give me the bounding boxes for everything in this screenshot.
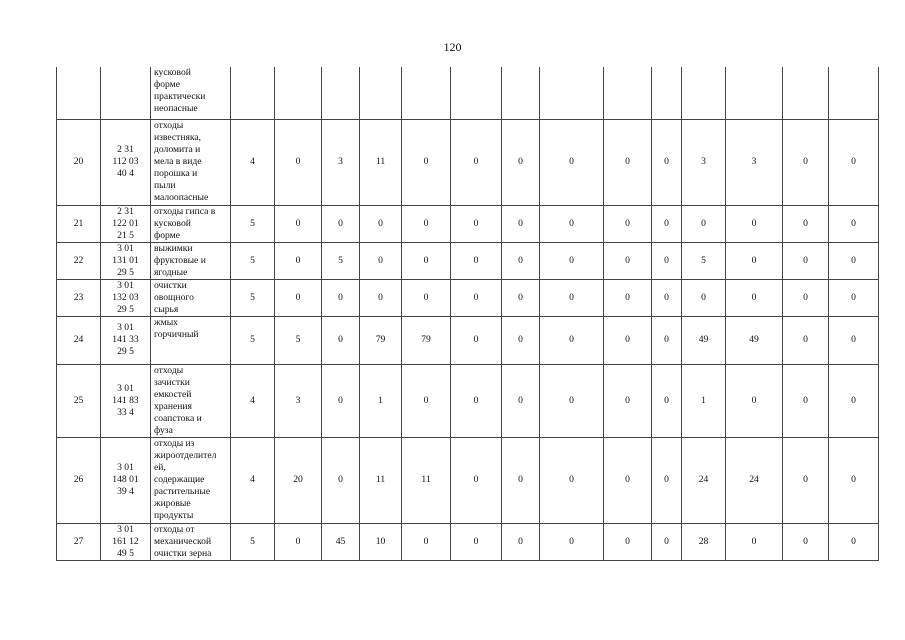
value-cell: 0: [726, 205, 783, 242]
value-cell: [360, 67, 402, 119]
value-cell: 0: [682, 279, 726, 316]
value-cell: 0: [322, 437, 360, 523]
waste-name-cell: [151, 364, 231, 437]
value-cell: 0: [540, 119, 604, 205]
value-cell: 0: [402, 364, 451, 437]
value-cell: 3: [322, 119, 360, 205]
waste-name-line: растительные: [154, 485, 211, 497]
waste-code-cell: [101, 67, 151, 119]
waste-code-line: 3 01: [117, 242, 134, 254]
value-cell: 0: [604, 279, 652, 316]
value-cell: 3: [726, 119, 783, 205]
value-cell: 0: [451, 205, 502, 242]
value-cell: 0: [451, 119, 502, 205]
waste-name-line: пыли: [154, 179, 176, 191]
waste-code-line: 29 5: [117, 266, 134, 278]
value-cell: 0: [829, 279, 879, 316]
value-cell: 0: [502, 242, 540, 279]
value-cell: 5: [231, 523, 275, 560]
row-number-cell: 22: [57, 242, 101, 279]
waste-code-line: 131 01: [112, 254, 139, 266]
value-cell: 0: [360, 205, 402, 242]
table-row: [57, 316, 879, 364]
waste-name-line: очистки зерна: [154, 547, 212, 559]
waste-name-line: порошка и: [154, 167, 198, 179]
value-cell: 49: [682, 316, 726, 364]
value-cell: 0: [604, 316, 652, 364]
value-cell: 0: [540, 316, 604, 364]
waste-table: [56, 67, 879, 561]
value-cell: [231, 67, 275, 119]
waste-name-line: хранения: [154, 400, 192, 412]
value-cell: 0: [829, 242, 879, 279]
waste-code-line: 161 12: [112, 535, 139, 547]
value-cell: 0: [604, 242, 652, 279]
value-cell: 5: [231, 279, 275, 316]
value-cell: 0: [502, 523, 540, 560]
row-number-cell: 23: [57, 279, 101, 316]
value-cell: 0: [783, 205, 829, 242]
value-cell: 28: [682, 523, 726, 560]
waste-code-cell: [101, 279, 151, 316]
table-row: [57, 523, 879, 560]
waste-code-line: 2 31: [117, 144, 134, 155]
value-cell: 4: [231, 437, 275, 523]
value-cell: 0: [322, 364, 360, 437]
value-cell: 0: [726, 364, 783, 437]
value-cell: 0: [652, 364, 682, 437]
value-cell: 20: [275, 437, 322, 523]
value-cell: [451, 67, 502, 119]
value-cell: 0: [652, 437, 682, 523]
waste-name-line: механической: [154, 535, 212, 547]
waste-code-line: 29 5: [117, 303, 134, 315]
value-cell: 0: [402, 119, 451, 205]
waste-code-line: 132 03: [112, 291, 139, 303]
waste-name-line: доломита и: [154, 143, 201, 155]
value-cell: 0: [451, 523, 502, 560]
waste-name-line: емкостей: [154, 388, 192, 400]
value-cell: 0: [402, 523, 451, 560]
waste-code-line: 49 5: [117, 547, 134, 559]
waste-code-line: 33 4: [117, 406, 134, 418]
waste-name-line: отходы: [154, 364, 184, 376]
waste-name-line: отходы гипса в: [154, 205, 216, 217]
row-number-cell: 26: [57, 437, 101, 523]
waste-name-line: соапстока и: [154, 412, 202, 424]
value-cell: 1: [682, 364, 726, 437]
row-number-cell: 27: [57, 523, 101, 560]
value-cell: 4: [231, 364, 275, 437]
value-cell: 3: [682, 119, 726, 205]
value-cell: [502, 67, 540, 119]
value-cell: 0: [402, 279, 451, 316]
waste-name-cell: [151, 279, 231, 316]
row-number-cell: 21: [57, 205, 101, 242]
value-cell: 0: [502, 437, 540, 523]
value-cell: 0: [502, 205, 540, 242]
value-cell: 0: [451, 279, 502, 316]
value-cell: 5: [275, 316, 322, 364]
waste-code-line: 148 01: [112, 474, 139, 485]
value-cell: 24: [682, 437, 726, 523]
value-cell: 0: [829, 119, 879, 205]
row-number-cell: [57, 67, 101, 119]
waste-name-line: неопасные: [154, 103, 198, 114]
value-cell: 10: [360, 523, 402, 560]
value-cell: 0: [322, 205, 360, 242]
value-cell: 11: [360, 119, 402, 205]
waste-name-line: форме: [154, 79, 180, 90]
waste-name-line: выжимки: [154, 242, 193, 254]
waste-name-line: отходы от: [154, 523, 195, 535]
value-cell: 0: [360, 279, 402, 316]
value-cell: [402, 67, 451, 119]
value-cell: 0: [783, 523, 829, 560]
value-cell: 0: [652, 119, 682, 205]
table-row: [57, 119, 879, 205]
waste-name-line: кусковой: [154, 217, 191, 229]
value-cell: [604, 67, 652, 119]
value-cell: 0: [726, 279, 783, 316]
waste-code-line: 122 01: [112, 217, 139, 229]
value-cell: 0: [451, 242, 502, 279]
row-number-cell: 24: [57, 316, 101, 364]
waste-code-cell: [101, 523, 151, 560]
value-cell: 0: [275, 523, 322, 560]
waste-code-line: 3 01: [117, 523, 134, 535]
value-cell: 0: [451, 437, 502, 523]
table-row: [57, 364, 879, 437]
value-cell: 0: [540, 364, 604, 437]
waste-name-line: очистки: [154, 279, 187, 291]
value-cell: 0: [360, 242, 402, 279]
waste-name-line: ягодные: [154, 266, 188, 278]
value-cell: [682, 67, 726, 119]
waste-name-line: практически: [154, 91, 206, 102]
value-cell: 0: [402, 205, 451, 242]
waste-code-line: 3 01: [117, 279, 134, 291]
value-cell: 0: [652, 523, 682, 560]
waste-code-line: 3 01: [117, 322, 134, 333]
waste-name-line: жмых: [154, 316, 178, 328]
waste-code-cell: [101, 119, 151, 205]
waste-name-line: фуза: [154, 424, 173, 436]
waste-name-line: кусковой: [154, 67, 191, 78]
value-cell: 0: [652, 316, 682, 364]
value-cell: 0: [275, 242, 322, 279]
value-cell: [275, 67, 322, 119]
waste-name-line: сырья: [154, 303, 179, 315]
table-row-continuation: [57, 67, 879, 119]
waste-name-line: овощного: [154, 291, 194, 303]
waste-name-line: фруктовые и: [154, 254, 206, 266]
value-cell: 0: [829, 205, 879, 242]
row-number-cell: 25: [57, 364, 101, 437]
value-cell: 0: [604, 437, 652, 523]
value-cell: 0: [726, 242, 783, 279]
waste-name-line: отходы: [154, 119, 184, 131]
value-cell: 0: [783, 437, 829, 523]
waste-code-line: 141 83: [112, 394, 139, 406]
value-cell: 0: [829, 523, 879, 560]
value-cell: 79: [402, 316, 451, 364]
value-cell: 0: [540, 242, 604, 279]
value-cell: 0: [726, 523, 783, 560]
value-cell: 11: [360, 437, 402, 523]
waste-name-line: содержащие: [154, 473, 205, 485]
value-cell: 0: [783, 364, 829, 437]
value-cell: 0: [783, 242, 829, 279]
value-cell: 0: [502, 279, 540, 316]
waste-name-line: горчичный: [154, 328, 199, 340]
waste-code-line: 21 5: [117, 229, 134, 241]
waste-code-line: 3 01: [117, 382, 134, 394]
waste-name-line: малоопасные: [154, 191, 209, 203]
waste-code-line: 39 4: [117, 486, 134, 497]
value-cell: 49: [726, 316, 783, 364]
value-cell: [652, 67, 682, 119]
waste-name-line: форме: [154, 229, 180, 241]
waste-name-cell: [151, 205, 231, 242]
value-cell: [322, 67, 360, 119]
table-row: [57, 242, 879, 279]
waste-name-line: жироотделител: [154, 449, 217, 461]
value-cell: 0: [322, 279, 360, 316]
value-cell: 0: [451, 316, 502, 364]
value-cell: 0: [275, 279, 322, 316]
waste-code-cell: [101, 205, 151, 242]
value-cell: 0: [540, 279, 604, 316]
value-cell: 24: [726, 437, 783, 523]
value-cell: 0: [502, 316, 540, 364]
value-cell: 0: [540, 523, 604, 560]
value-cell: 0: [652, 279, 682, 316]
value-cell: 0: [502, 364, 540, 437]
page-number: 120: [443, 40, 462, 54]
waste-name-line: отходы из: [154, 437, 195, 449]
waste-code-line: 141 33: [112, 334, 139, 345]
value-cell: 0: [604, 119, 652, 205]
waste-name-line: мела в виде: [154, 155, 202, 167]
value-cell: 0: [502, 119, 540, 205]
value-cell: [829, 67, 879, 119]
value-cell: 0: [604, 364, 652, 437]
waste-name-cell: [151, 523, 231, 560]
row-number-cell: 20: [57, 119, 101, 205]
value-cell: 5: [682, 242, 726, 279]
waste-name-line: жировые: [154, 497, 191, 509]
value-cell: 0: [783, 316, 829, 364]
value-cell: [726, 67, 783, 119]
waste-name-line: зачистки: [154, 376, 190, 388]
value-cell: 0: [652, 242, 682, 279]
waste-name-cell: [151, 316, 231, 364]
waste-code-cell: [101, 437, 151, 523]
table-body: [57, 67, 879, 560]
waste-code-line: 112 03: [112, 156, 139, 167]
value-cell: 0: [402, 242, 451, 279]
value-cell: 4: [231, 119, 275, 205]
value-cell: 45: [322, 523, 360, 560]
value-cell: 0: [652, 205, 682, 242]
waste-code-line: 29 5: [117, 346, 134, 357]
value-cell: 0: [275, 205, 322, 242]
value-cell: [783, 67, 829, 119]
waste-name-cell: [151, 67, 231, 119]
value-cell: 0: [540, 205, 604, 242]
value-cell: 0: [682, 205, 726, 242]
value-cell: 0: [829, 316, 879, 364]
waste-name-cell: [151, 437, 231, 523]
waste-code-cell: [101, 242, 151, 279]
waste-code-line: 2 31: [117, 205, 134, 217]
value-cell: 0: [783, 119, 829, 205]
value-cell: 1: [360, 364, 402, 437]
value-cell: 0: [540, 437, 604, 523]
value-cell: 5: [231, 242, 275, 279]
waste-name-cell: [151, 242, 231, 279]
value-cell: 79: [360, 316, 402, 364]
value-cell: 5: [231, 205, 275, 242]
value-cell: 0: [783, 279, 829, 316]
value-cell: 5: [322, 242, 360, 279]
value-cell: 0: [322, 316, 360, 364]
table-row: [57, 279, 879, 316]
waste-code-line: 40 4: [117, 168, 134, 179]
waste-code-cell: [101, 316, 151, 364]
value-cell: 11: [402, 437, 451, 523]
value-cell: 3: [275, 364, 322, 437]
waste-name-cell: [151, 119, 231, 205]
value-cell: 0: [829, 364, 879, 437]
waste-name-line: ей,: [154, 461, 166, 473]
waste-name-line: известняка,: [154, 131, 202, 143]
table-row: [57, 437, 879, 523]
value-cell: [540, 67, 604, 119]
waste-code-line: 3 01: [117, 462, 134, 473]
value-cell: 0: [829, 437, 879, 523]
value-cell: 0: [451, 364, 502, 437]
waste-name-line: продукты: [154, 509, 194, 521]
value-cell: 0: [275, 119, 322, 205]
waste-code-cell: [101, 364, 151, 437]
table-row: [57, 205, 879, 242]
value-cell: 5: [231, 316, 275, 364]
value-cell: 0: [604, 205, 652, 242]
value-cell: 0: [604, 523, 652, 560]
